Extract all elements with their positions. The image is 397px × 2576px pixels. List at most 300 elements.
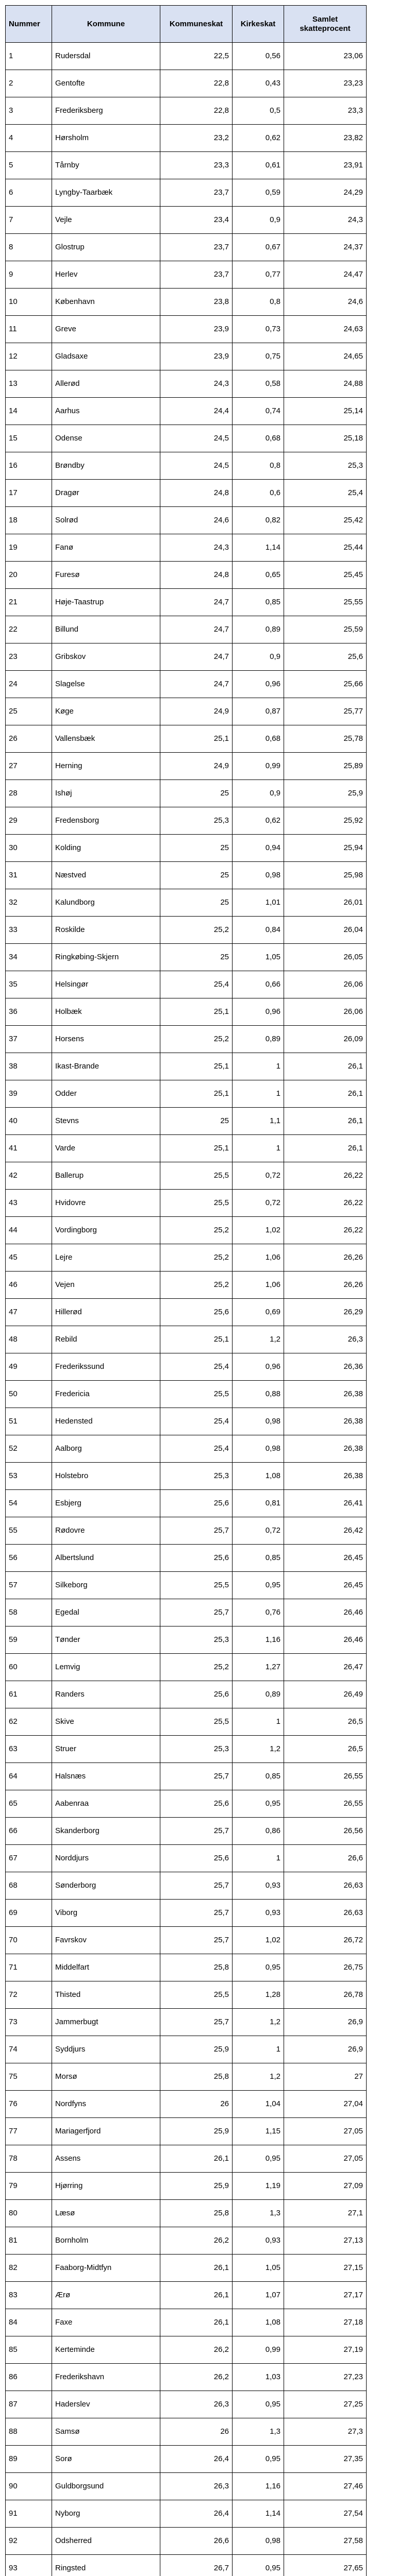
cell-kirkeskat: 0,96 — [233, 1353, 284, 1381]
cell-nummer: 65 — [6, 1790, 52, 1818]
cell-samlet: 25,3 — [284, 452, 367, 480]
cell-kirkeskat: 1 — [233, 1845, 284, 1872]
table-row — [6, 534, 367, 562]
cell-kirkeskat: 0,81 — [233, 1490, 284, 1517]
cell-kirkeskat: 0,98 — [233, 2528, 284, 2555]
cell-kommuneskat: 25,7 — [160, 1927, 233, 1954]
cell-kommune: Aarhus — [52, 398, 160, 425]
cell-kirkeskat: 0,96 — [233, 998, 284, 1026]
cell-nummer: 46 — [6, 1272, 52, 1299]
cell-samlet: 26,3 — [284, 1326, 367, 1353]
cell-samlet: 26,45 — [284, 1545, 367, 1572]
cell-kommune: Køge — [52, 698, 160, 725]
cell-kirkeskat: 1,02 — [233, 1217, 284, 1244]
cell-nummer: 52 — [6, 1435, 52, 1463]
cell-kommune: Fredensborg — [52, 807, 160, 835]
cell-samlet: 27,1 — [284, 2200, 367, 2227]
cell-kommuneskat: 25,2 — [160, 1244, 233, 1272]
cell-nummer: 92 — [6, 2528, 52, 2555]
cell-samlet: 27,23 — [284, 2364, 367, 2391]
cell-kirkeskat: 1,28 — [233, 1981, 284, 2009]
header-kommune: Kommune — [52, 6, 160, 43]
cell-nummer: 90 — [6, 2473, 52, 2500]
table-row — [6, 1326, 367, 1353]
cell-samlet: 27,15 — [284, 2255, 367, 2282]
cell-nummer: 62 — [6, 1708, 52, 1736]
cell-kommune: Hvidovre — [52, 1190, 160, 1217]
cell-kommuneskat: 25,6 — [160, 1490, 233, 1517]
cell-kirkeskat: 0,98 — [233, 1408, 284, 1435]
cell-samlet: 26,1 — [284, 1135, 367, 1162]
cell-kommuneskat: 25,8 — [160, 2200, 233, 2227]
table-row — [6, 152, 367, 179]
cell-samlet: 25,77 — [284, 698, 367, 725]
cell-kirkeskat: 0,61 — [233, 152, 284, 179]
cell-kommune: Ringkøbing-Skjern — [52, 944, 160, 971]
cell-samlet: 23,91 — [284, 152, 367, 179]
cell-kirkeskat: 1 — [233, 1708, 284, 1736]
table-row — [6, 1736, 367, 1763]
cell-nummer: 37 — [6, 1026, 52, 1053]
cell-kommuneskat: 25,7 — [160, 2009, 233, 2036]
cell-kommuneskat: 25,5 — [160, 1981, 233, 2009]
cell-kommune: Fanø — [52, 534, 160, 562]
cell-kirkeskat: 0,95 — [233, 2555, 284, 2576]
cell-kommune: Faxe — [52, 2309, 160, 2336]
cell-samlet: 27,35 — [284, 2446, 367, 2473]
table-row — [6, 2009, 367, 2036]
cell-kommuneskat: 25,6 — [160, 1790, 233, 1818]
table-row — [6, 370, 367, 398]
cell-nummer: 23 — [6, 643, 52, 671]
cell-kommuneskat: 25,9 — [160, 2118, 233, 2145]
cell-kommune: Greve — [52, 316, 160, 343]
cell-kirkeskat: 0,77 — [233, 261, 284, 289]
table-row — [6, 2227, 367, 2255]
cell-kommuneskat: 25,2 — [160, 917, 233, 944]
cell-samlet: 26,6 — [284, 1845, 367, 1872]
cell-nummer: 78 — [6, 2145, 52, 2173]
cell-nummer: 82 — [6, 2255, 52, 2282]
cell-kirkeskat: 0,88 — [233, 1381, 284, 1408]
cell-samlet: 25,94 — [284, 835, 367, 862]
cell-kommune: Rebild — [52, 1326, 160, 1353]
table-row — [6, 70, 367, 97]
cell-kommuneskat: 25,5 — [160, 1190, 233, 1217]
table-row — [6, 43, 367, 70]
cell-nummer: 79 — [6, 2173, 52, 2200]
cell-kirkeskat: 0,72 — [233, 1517, 284, 1545]
cell-samlet: 26,06 — [284, 971, 367, 998]
cell-kirkeskat: 0,9 — [233, 780, 284, 807]
cell-nummer: 57 — [6, 1572, 52, 1599]
cell-kommuneskat: 26,2 — [160, 2364, 233, 2391]
cell-kommune: Slagelse — [52, 671, 160, 698]
table-row — [6, 1790, 367, 1818]
cell-samlet: 25,4 — [284, 480, 367, 507]
cell-kommuneskat: 24,9 — [160, 753, 233, 780]
cell-samlet: 25,66 — [284, 671, 367, 698]
cell-nummer: 68 — [6, 1872, 52, 1900]
cell-samlet: 26,63 — [284, 1900, 367, 1927]
cell-samlet: 26,29 — [284, 1299, 367, 1326]
cell-kirkeskat: 0,99 — [233, 753, 284, 780]
cell-kommune: Herning — [52, 753, 160, 780]
cell-samlet: 23,06 — [284, 43, 367, 70]
cell-samlet: 26,42 — [284, 1517, 367, 1545]
cell-samlet: 26,72 — [284, 1927, 367, 1954]
cell-samlet: 25,14 — [284, 398, 367, 425]
cell-nummer: 10 — [6, 289, 52, 316]
cell-nummer: 27 — [6, 753, 52, 780]
table-row — [6, 2200, 367, 2227]
cell-nummer: 64 — [6, 1763, 52, 1790]
cell-kirkeskat: 0,85 — [233, 1763, 284, 1790]
cell-kommuneskat: 25 — [160, 862, 233, 889]
cell-nummer: 38 — [6, 1053, 52, 1080]
cell-kommune: Roskilde — [52, 917, 160, 944]
table-row — [6, 2446, 367, 2473]
cell-kirkeskat: 1,16 — [233, 2473, 284, 2500]
cell-kommune: Egedal — [52, 1599, 160, 1626]
cell-kommune: Vallensbæk — [52, 725, 160, 753]
cell-nummer: 11 — [6, 316, 52, 343]
cell-nummer: 55 — [6, 1517, 52, 1545]
table-row — [6, 1845, 367, 1872]
cell-nummer: 34 — [6, 944, 52, 971]
cell-nummer: 63 — [6, 1736, 52, 1763]
header-kirkeskat: Kirkeskat — [233, 6, 284, 43]
cell-samlet: 26,38 — [284, 1435, 367, 1463]
cell-kommuneskat: 23,7 — [160, 234, 233, 261]
cell-nummer: 45 — [6, 1244, 52, 1272]
cell-kommuneskat: 24,3 — [160, 534, 233, 562]
cell-nummer: 75 — [6, 2063, 52, 2091]
cell-kirkeskat: 0,58 — [233, 370, 284, 398]
cell-kirkeskat: 0,93 — [233, 1872, 284, 1900]
cell-nummer: 3 — [6, 97, 52, 125]
cell-kirkeskat: 1,2 — [233, 1736, 284, 1763]
cell-nummer: 39 — [6, 1080, 52, 1108]
cell-nummer: 40 — [6, 1108, 52, 1135]
cell-kirkeskat: 0,76 — [233, 1599, 284, 1626]
cell-kommune: Ærø — [52, 2282, 160, 2309]
cell-kommune: Hjørring — [52, 2173, 160, 2200]
cell-samlet: 27,65 — [284, 2555, 367, 2576]
cell-samlet: 26,36 — [284, 1353, 367, 1381]
table-row — [6, 698, 367, 725]
cell-nummer: 41 — [6, 1135, 52, 1162]
table-row — [6, 562, 367, 589]
cell-kirkeskat: 0,72 — [233, 1162, 284, 1190]
cell-kommune: Tårnby — [52, 152, 160, 179]
table-row — [6, 398, 367, 425]
cell-kommuneskat: 22,8 — [160, 70, 233, 97]
cell-kommune: Solrød — [52, 507, 160, 534]
table-row — [6, 1162, 367, 1190]
cell-kommune: Kalundborg — [52, 889, 160, 917]
table-row — [6, 1572, 367, 1599]
cell-kommuneskat: 25,1 — [160, 998, 233, 1026]
cell-kommuneskat: 26,6 — [160, 2528, 233, 2555]
cell-kommune: Frederikssund — [52, 1353, 160, 1381]
cell-samlet: 25,9 — [284, 780, 367, 807]
cell-samlet: 26,46 — [284, 1599, 367, 1626]
cell-nummer: 15 — [6, 425, 52, 452]
cell-kommune: Kerteminde — [52, 2336, 160, 2364]
cell-kommuneskat: 25,2 — [160, 1272, 233, 1299]
cell-kommuneskat: 24,7 — [160, 589, 233, 616]
cell-samlet: 26,1 — [284, 1080, 367, 1108]
cell-kommuneskat: 25,8 — [160, 2063, 233, 2091]
cell-kommune: Mariagerfjord — [52, 2118, 160, 2145]
cell-samlet: 27,25 — [284, 2391, 367, 2418]
table-row — [6, 2118, 367, 2145]
cell-samlet: 24,88 — [284, 370, 367, 398]
cell-samlet: 24,29 — [284, 179, 367, 207]
cell-kirkeskat: 0,5 — [233, 97, 284, 125]
cell-kommune: Brøndby — [52, 452, 160, 480]
cell-kommuneskat: 25,6 — [160, 1845, 233, 1872]
table-row — [6, 2173, 367, 2200]
cell-kirkeskat: 0,87 — [233, 698, 284, 725]
table-row — [6, 125, 367, 152]
cell-kirkeskat: 0,82 — [233, 507, 284, 534]
cell-kommuneskat: 26,1 — [160, 2282, 233, 2309]
cell-kommuneskat: 25 — [160, 835, 233, 862]
cell-kommune: Favrskov — [52, 1927, 160, 1954]
cell-kommune: Hedensted — [52, 1408, 160, 1435]
table-row — [6, 2145, 367, 2173]
cell-nummer: 56 — [6, 1545, 52, 1572]
cell-samlet: 26,41 — [284, 1490, 367, 1517]
cell-kirkeskat: 0,95 — [233, 2391, 284, 2418]
cell-nummer: 12 — [6, 343, 52, 370]
cell-kommune: Gribskov — [52, 643, 160, 671]
cell-kirkeskat: 0,95 — [233, 2145, 284, 2173]
cell-samlet: 27,46 — [284, 2473, 367, 2500]
cell-kirkeskat: 0,95 — [233, 1790, 284, 1818]
cell-kommuneskat: 26,7 — [160, 2555, 233, 2576]
table-row — [6, 643, 367, 671]
cell-kommune: Billund — [52, 616, 160, 643]
table-row — [6, 1108, 367, 1135]
cell-kirkeskat: 0,96 — [233, 671, 284, 698]
cell-kirkeskat: 0,66 — [233, 971, 284, 998]
cell-samlet: 27,09 — [284, 2173, 367, 2200]
cell-kommune: Høje-Taastrup — [52, 589, 160, 616]
table-row — [6, 1135, 367, 1162]
cell-kirkeskat: 0,85 — [233, 1545, 284, 1572]
cell-kommune: Skanderborg — [52, 1818, 160, 1845]
table-row — [6, 2309, 367, 2336]
table-row — [6, 1244, 367, 1272]
table-row — [6, 2336, 367, 2364]
cell-kirkeskat: 0,65 — [233, 562, 284, 589]
cell-kommune: Holstebro — [52, 1463, 160, 1490]
cell-kommuneskat: 26,4 — [160, 2446, 233, 2473]
cell-samlet: 27,05 — [284, 2118, 367, 2145]
cell-kommuneskat: 26,2 — [160, 2336, 233, 2364]
cell-kommune: Varde — [52, 1135, 160, 1162]
cell-samlet: 26,75 — [284, 1954, 367, 1981]
cell-kirkeskat: 0,93 — [233, 2227, 284, 2255]
table-row — [6, 1654, 367, 1681]
cell-kirkeskat: 0,95 — [233, 2446, 284, 2473]
cell-samlet: 26,22 — [284, 1190, 367, 1217]
cell-kommuneskat: 26 — [160, 2418, 233, 2446]
cell-kommuneskat: 25,7 — [160, 1599, 233, 1626]
table-row — [6, 97, 367, 125]
cell-nummer: 61 — [6, 1681, 52, 1708]
cell-samlet: 26,06 — [284, 998, 367, 1026]
cell-kommuneskat: 25,5 — [160, 1162, 233, 1190]
cell-kirkeskat: 0,89 — [233, 1681, 284, 1708]
cell-samlet: 26,1 — [284, 1053, 367, 1080]
table-row — [6, 425, 367, 452]
cell-nummer: 17 — [6, 480, 52, 507]
cell-samlet: 24,6 — [284, 289, 367, 316]
cell-kommuneskat: 25,4 — [160, 1435, 233, 1463]
cell-kirkeskat: 1 — [233, 1053, 284, 1080]
cell-kommune: Ringsted — [52, 2555, 160, 2576]
cell-samlet: 27,3 — [284, 2418, 367, 2446]
cell-samlet: 27,04 — [284, 2091, 367, 2118]
cell-kommuneskat: 25,4 — [160, 1353, 233, 1381]
cell-kommuneskat: 25,6 — [160, 1545, 233, 1572]
cell-nummer: 60 — [6, 1654, 52, 1681]
cell-samlet: 24,63 — [284, 316, 367, 343]
cell-kommuneskat: 23,8 — [160, 289, 233, 316]
cell-kommune: Rødovre — [52, 1517, 160, 1545]
cell-samlet: 25,98 — [284, 862, 367, 889]
header-kommuneskat: Kommuneskat — [160, 6, 233, 43]
cell-nummer: 87 — [6, 2391, 52, 2418]
cell-kirkeskat: 0,68 — [233, 725, 284, 753]
cell-samlet: 23,3 — [284, 97, 367, 125]
cell-kommune: Struer — [52, 1736, 160, 1763]
cell-kommune: København — [52, 289, 160, 316]
cell-kommuneskat: 25,3 — [160, 1463, 233, 1490]
cell-samlet: 26,26 — [284, 1272, 367, 1299]
cell-kirkeskat: 0,56 — [233, 43, 284, 70]
cell-nummer: 81 — [6, 2227, 52, 2255]
cell-kommune: Faaborg-Midtfyn — [52, 2255, 160, 2282]
cell-kommune: Kolding — [52, 835, 160, 862]
cell-nummer: 16 — [6, 452, 52, 480]
cell-kommuneskat: 22,5 — [160, 43, 233, 70]
cell-kommune: Middelfart — [52, 1954, 160, 1981]
cell-samlet: 26,45 — [284, 1572, 367, 1599]
cell-nummer: 74 — [6, 2036, 52, 2063]
cell-samlet: 27,54 — [284, 2500, 367, 2528]
cell-nummer: 77 — [6, 2118, 52, 2145]
cell-kirkeskat: 1,2 — [233, 1326, 284, 1353]
table-row — [6, 917, 367, 944]
cell-samlet: 27,13 — [284, 2227, 367, 2255]
cell-kommune: Guldborgsund — [52, 2473, 160, 2500]
cell-kirkeskat: 0,99 — [233, 2336, 284, 2364]
cell-kommune: Vordingborg — [52, 1217, 160, 1244]
cell-kommune: Morsø — [52, 2063, 160, 2091]
cell-samlet: 24,47 — [284, 261, 367, 289]
cell-kirkeskat: 0,6 — [233, 480, 284, 507]
table-row — [6, 2473, 367, 2500]
table-row — [6, 2091, 367, 2118]
cell-kommune: Sønderborg — [52, 1872, 160, 1900]
cell-kirkeskat: 1 — [233, 1135, 284, 1162]
cell-kommuneskat: 24,3 — [160, 370, 233, 398]
cell-nummer: 30 — [6, 835, 52, 862]
cell-nummer: 47 — [6, 1299, 52, 1326]
cell-samlet: 24,3 — [284, 207, 367, 234]
cell-samlet: 26,55 — [284, 1790, 367, 1818]
cell-kommune: Fredericia — [52, 1381, 160, 1408]
cell-kommuneskat: 26,2 — [160, 2227, 233, 2255]
cell-kommuneskat: 24,8 — [160, 480, 233, 507]
cell-kommune: Skive — [52, 1708, 160, 1736]
table-row — [6, 480, 367, 507]
table-row — [6, 2063, 367, 2091]
table-row — [6, 207, 367, 234]
cell-kirkeskat: 0,98 — [233, 1435, 284, 1463]
cell-kirkeskat: 0,95 — [233, 1954, 284, 1981]
cell-kommune: Gladsaxe — [52, 343, 160, 370]
table-row — [6, 289, 367, 316]
table-row — [6, 862, 367, 889]
cell-kommuneskat: 23,2 — [160, 125, 233, 152]
cell-kirkeskat: 1,19 — [233, 2173, 284, 2200]
cell-kommuneskat: 25,7 — [160, 1763, 233, 1790]
table-row — [6, 1190, 367, 1217]
cell-kommune: Læsø — [52, 2200, 160, 2227]
cell-kirkeskat: 0,94 — [233, 835, 284, 862]
cell-kommuneskat: 25,3 — [160, 807, 233, 835]
cell-kommune: Furesø — [52, 562, 160, 589]
cell-kommune: Nordfyns — [52, 2091, 160, 2118]
cell-kommuneskat: 24,7 — [160, 616, 233, 643]
cell-kommuneskat: 24,6 — [160, 507, 233, 534]
cell-kirkeskat: 0,62 — [233, 125, 284, 152]
table-row — [6, 2555, 367, 2576]
cell-kommuneskat: 25,3 — [160, 1626, 233, 1654]
cell-kirkeskat: 1,01 — [233, 889, 284, 917]
cell-kommune: Silkeborg — [52, 1572, 160, 1599]
cell-kommune: Ballerup — [52, 1162, 160, 1190]
cell-nummer: 20 — [6, 562, 52, 589]
cell-kirkeskat: 1,15 — [233, 2118, 284, 2145]
cell-kommune: Helsingør — [52, 971, 160, 998]
cell-samlet: 25,44 — [284, 534, 367, 562]
table-row — [6, 971, 367, 998]
cell-kommune: Frederiksberg — [52, 97, 160, 125]
cell-kommuneskat: 25,6 — [160, 1299, 233, 1326]
cell-nummer: 50 — [6, 1381, 52, 1408]
cell-kommuneskat: 25,7 — [160, 1900, 233, 1927]
cell-kirkeskat: 0,8 — [233, 452, 284, 480]
cell-kirkeskat: 0,72 — [233, 1190, 284, 1217]
cell-samlet: 25,42 — [284, 507, 367, 534]
cell-nummer: 13 — [6, 370, 52, 398]
cell-nummer: 53 — [6, 1463, 52, 1490]
cell-kommuneskat: 26,1 — [160, 2145, 233, 2173]
cell-nummer: 42 — [6, 1162, 52, 1190]
cell-kirkeskat: 1,04 — [233, 2091, 284, 2118]
cell-kommuneskat: 24,5 — [160, 452, 233, 480]
cell-kommune: Bornholm — [52, 2227, 160, 2255]
cell-nummer: 32 — [6, 889, 52, 917]
table-row — [6, 1463, 367, 1490]
